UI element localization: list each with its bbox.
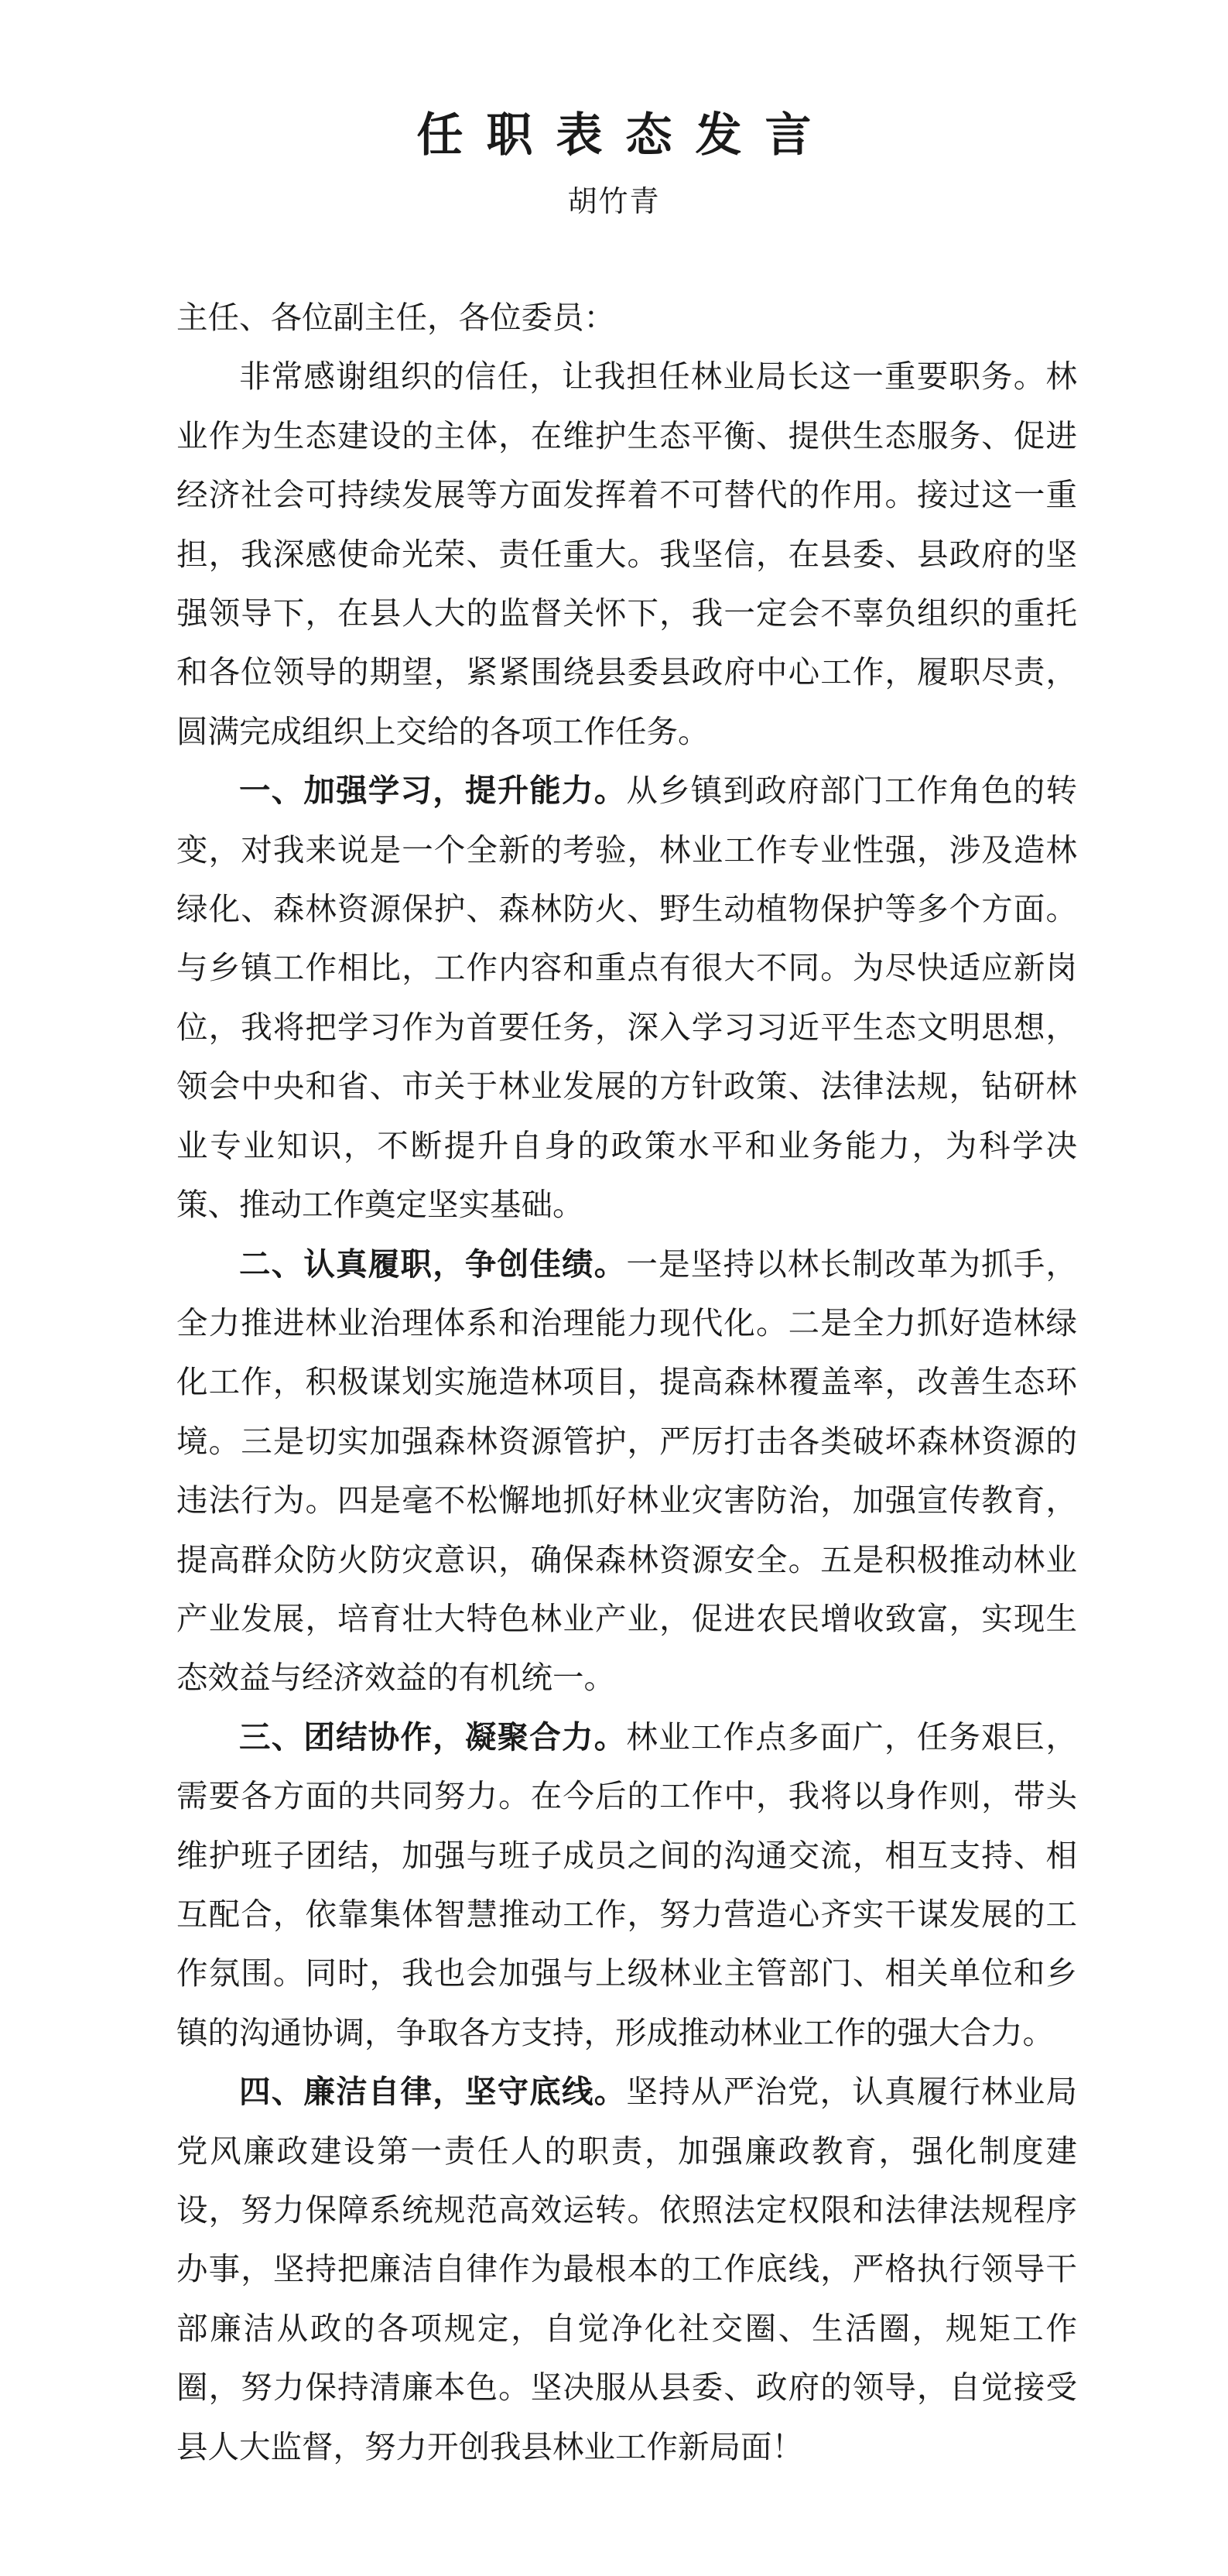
section-paragraph: [176, 1708, 1077, 2062]
section-paragraph: [176, 2062, 1077, 2476]
document-author: 胡竹青: [567, 184, 661, 218]
section-paragraph: [176, 761, 1077, 1234]
section-heading: 三、团结协作，凝聚合力。: [239, 1718, 627, 1756]
section-heading: 一、加强学习，提升能力。: [239, 772, 627, 810]
document-title: 任职表态发言: [416, 108, 835, 163]
intro-paragraph: 非常感谢组织的信任，让我担任林业局长这一重要职务。林业作为生态建设的主体，在维护生态平衡、提供生态服务、促进经济社会可持续发展等方面发挥着不可替代的作用。接过这一重担，我深感使命光荣、责任重大。我坚信，在县委、县政府的坚强领导下，在县人大的监督关怀下，我一定会不辜负组织的重托和各位领导的期望，紧紧围绕县委县政府中心工作，履职尽责，圆满完成组织上交给的各项工作任务。: [176, 358, 1077, 750]
section-text: 从乡镇到政府部门工作角色的转变，对我来说是一个全新的考验，林业工作专业性强，涉及造林绿化、森林资源保护、森林防火、野生动植物保护等多个方面。与乡镇工作相比，工作内容和重点有很大不同。为尽快适应新岗位，我将把学习作为首要任务，深入学习习近平生态文明思想，领会中央和省、市关于林业发展的方针政策、法律法规，钻研林业专业知识，不断提升自身的政策水平和业务能力，为科学决策、推动工作奠定坚实基础。: [176, 772, 1078, 1224]
salutation: 主任、各位副主任，各位委员：: [176, 299, 615, 336]
section-text: 坚持从严治党，认真履行林业局党风廉政建设第一责任人的职责，加强廉政教育，强化制度建设，努力保障系统规范高效运转。依照法定权限和法律法规程序办事，坚持把廉洁自律作为最根本的工作底线，严格执行领导干部廉洁从政的各项规定，自觉净化社交圈、生活圈，规矩工作圈，努力保持清廉本色。坚决服从县委、政府的领导，自觉接受县人大监督，努力开创我县林业工作新局面！: [176, 2073, 1078, 2465]
section-paragraph: [176, 1235, 1077, 1708]
section-text: 林业工作点多面广，任务艰巨，需要各方面的共同努力。在今后的工作中，我将以身作则，带头维护班子团结，加强与班子成员之间的沟通交流，相互支持、相互配合，依靠集体智慧推动工作，努力营造心齐实干谋发展的工作氛围。同时，我也会加强与上级林业主管部门、相关单位和乡镇的沟通协调，争取各方支持，形成推动林业工作的强大合力。: [176, 1718, 1078, 2051]
section-heading: 四、廉洁自律，坚守底线。: [239, 2073, 627, 2111]
document-body: [176, 288, 1077, 2476]
section-text: 一是坚持以林长制改革为抓手，全力推进林业治理体系和治理能力现代化。二是全力抓好造林绿化工作，积极谋划实施造林项目，提高森林覆盖率，改善生态环境。三是切实加强森林资源管护，严厉打击各类破坏森林资源的违法行为。四是毫不松懈地抓好林业灾害防治，加强宣传教育，提高群众防火防灾意识，确保森林资源安全。五是积极推动林业产业发展，培育壮大特色林业产业，促进农民增收致富，实现生态效益与经济效益的有机统一。: [176, 1245, 1078, 1697]
section-heading: 二、认真履职，争创佳绩。: [239, 1245, 627, 1283]
